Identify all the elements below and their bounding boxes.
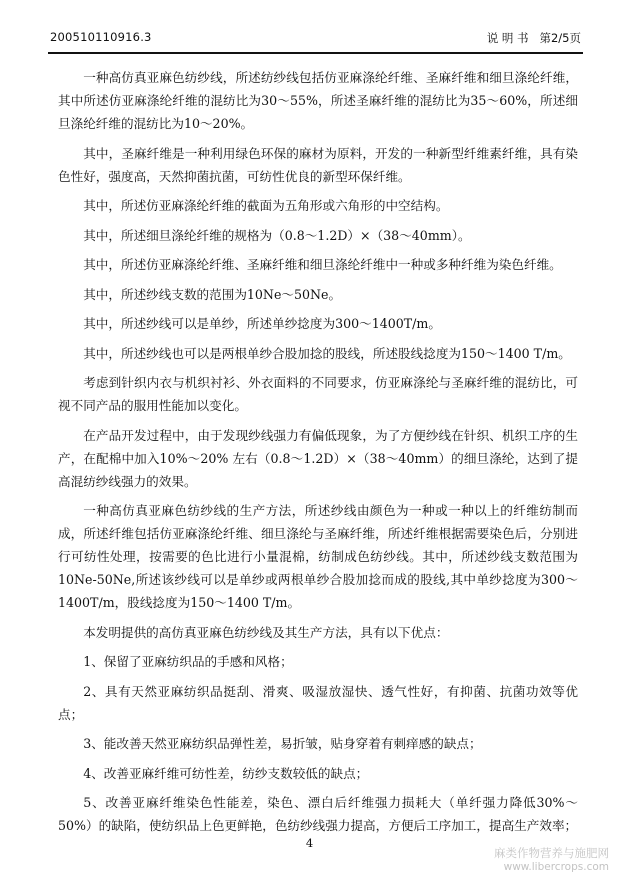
body-text <box>58 66 578 844</box>
page-header <box>50 30 581 48</box>
list-item: 1、保留了亚麻纺织品的手感和风格； <box>83 654 293 669</box>
paragraph: 其中，所述仿亚麻涤纶纤维、圣麻纤维和细旦涤纶纤维中一种或多种纤维为染色纤维。 <box>83 257 562 272</box>
paragraph: 其中，所述仿亚麻涤纶纤维的截面为五角形或六角形的中空结构。 <box>83 198 449 213</box>
paragraph: 其中，所述纱线支数的范围为10Ne～50Ne。 <box>83 286 342 302</box>
document-type-page: 说 明 书 第2/5页 <box>486 31 581 45</box>
list-item: 5、改善亚麻纤维染色性能差，染色、漂白后纤维强力损耗大（单纤强力降低30%～50%）的缺陷，使纺织品上色更鲜艳，色纺纱线强力提高，方便后工序加工，提高生产效率； <box>58 795 578 833</box>
watermark <box>494 845 609 873</box>
paragraph: 一种高仿真亚麻色纺纱线，所述纺纱线包括仿亚麻涤纶纤维、圣麻纤维和细旦涤纶纤维，其中所述仿亚麻涤纶纤维的混纺比为30～55%，所述圣麻纤维的混纺比为35～60%，所述细旦涤纶纤维的混纺比为10～20%。 <box>58 70 578 131</box>
paragraph: 考虑到针织内衣与机织衬衫、外衣面料的不同要求，仿亚麻涤纶与圣麻纤维的混纺比，可视不同产品的服用性能加以变化。 <box>58 375 578 413</box>
paragraph: 其中，所述纱线也可以是两根单纱合股加捻的股线，所述股线捻度为150～1400 T/m。 <box>83 345 571 361</box>
list-item: 4、改善亚麻纤维可纺性差，纺纱支数较低的缺点； <box>83 765 369 781</box>
watermark-url: www.libercrops.com <box>503 861 609 873</box>
paragraph: 本发明提供的高仿真亚麻色纺纱线及其生产方法，具有以下优点： <box>83 624 449 640</box>
header-rule <box>48 52 583 54</box>
paragraph: 其中，所述纱线可以是单纱，所述单纱捻度为300～1400T/m。 <box>83 316 441 331</box>
paragraph: 一种高仿真亚麻色纺纱线的生产方法，所述纱线由颜色为一种或一种以上的纤维纺制而成，所述纤维包括仿亚麻涤纶纤维、细旦涤纶与圣麻纤维，所述纤维根据需要染色后，分别进行可纺性处理，按需要的色比进行小量混棉，纺制成色纺纱线。其中，所述纱线支数范围为10Ne-50Ne,所述该纱线可以是单纱或两根单纱合股加捻而成的股线,其中单纱捻度为300～1400T/m，股线捻度为150～1400 T/m。 <box>58 503 578 610</box>
list-item: 2、具有天然亚麻纺织品挺刮、滑爽、吸湿放湿快、透气性好，有抑菌、抗菌功效等优点； <box>58 683 578 722</box>
paragraph: 其中，圣麻纤维是一种利用绿色环保的麻材为原料，开发的一种新型纤维素纤维，具有染色性好，强度高，天然抑菌抗菌，可纺性优良的新型环保纤维。 <box>58 145 578 184</box>
watermark-site-name: 麻类作物营养与施肥网 <box>494 846 609 860</box>
page-number: 4 <box>305 836 314 850</box>
application-number: 200510110916.3 <box>50 30 152 44</box>
paragraph: 在产品开发过程中，由于发现纱线强力有偏低现象，为了方便纱线在针织、机织工序的生产，在配棉中加入10%～20% 左右（0.8～1.2D）×（38～40mm）的细旦涤纶，达到了提高混纺纱线强力的效果。 <box>58 427 578 489</box>
list-item: 3、能改善天然亚麻纺织品弹性差，易折皱，贴身穿着有刺痒感的缺点； <box>83 736 482 751</box>
paragraph: 其中，所述细旦涤纶纤维的规格为（0.8～1.2D）×（38～40mm）。 <box>83 227 471 243</box>
